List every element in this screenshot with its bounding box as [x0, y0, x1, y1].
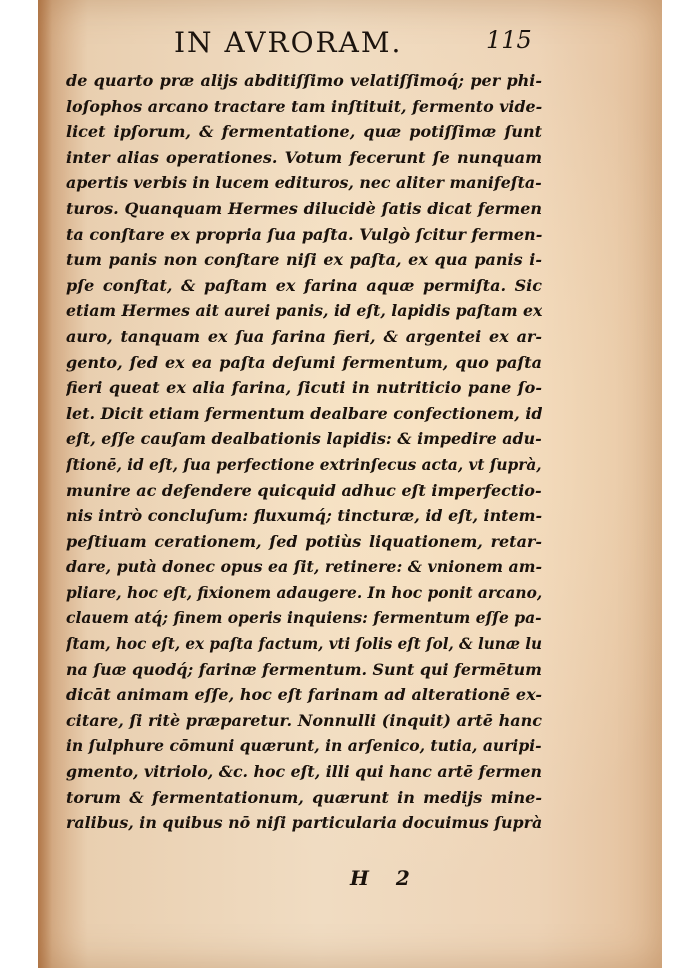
text-line: gmento, vitriolo, &c. hoc eſt, illi qui hanc artē fermen	[66, 762, 542, 782]
book-page	[38, 0, 662, 968]
text-line: dicāt animam eſſe, hoc eſt farinam ad alterationē ex-	[66, 685, 542, 705]
page-number: 115	[486, 26, 532, 54]
signature-mark: H 2	[350, 866, 420, 890]
text-line: inter alias operationes. Votum fecerunt ſe nunquam	[66, 147, 542, 167]
running-title: IN AVRORAM.	[174, 26, 403, 59]
text-line: turos. Quanquam Hermes dilucidè ſatis dicat fermen	[66, 198, 542, 218]
text-line: de quarto præ alijs abditiſſimo velatiſſimoq́; per phi-	[66, 71, 542, 90]
text-line: licet ipſorum, & fermentatione, quæ potiſſimæ ſunt	[66, 122, 542, 142]
text-line: ralibus, in quibus nō niſi particularia docuimus ſuprà	[66, 813, 542, 833]
text-line: pliare, hoc eſt, fixionem adaugere. In hoc ponit arcano,	[66, 582, 542, 602]
text-line: clauem atq́; finem operis inquiens: fermentum eſſe pa-	[66, 608, 542, 628]
body-text	[66, 68, 542, 836]
text-line: nis intrò concluſum: fluxumq́; tincturæ, id eſt, intem-	[66, 506, 542, 526]
text-line: tum panis non conſtare niſi ex paſta, ex qua panis i-	[66, 250, 542, 270]
text-line: eſt, eſſe cauſam dealbationis lapidis: & impedire adu-	[66, 429, 542, 449]
text-line: citare, ſi ritè præparetur. Nonnulli (inquit) artē hanc	[66, 710, 542, 730]
text-line: pſe conſtat, & paſtam ex farina aquæ permiſta. Sic	[66, 275, 542, 295]
text-line: ſtionē, id eſt, ſua perfectione extrinſecus acta, vt ſuprà,	[66, 454, 542, 474]
text-line: auro, tanquam ex ſua farina fieri, & argentei ex ar-	[66, 326, 542, 346]
text-line: in ſulphure cōmuni quærunt, in arſenico, tutia, auripi-	[66, 736, 542, 756]
text-line: dare, putà donec opus ea ſit, retinere: & vnionem am-	[66, 557, 542, 577]
text-line: peſtiuam cerationem, ſed potiùs liquationem, retar-	[66, 531, 542, 551]
text-line: gento, ſed ex ea paſta deſumi fermentum, quo paſta	[66, 352, 542, 372]
text-line: apertis verbis in lucem edituros, nec aliter manifeſta-	[66, 173, 542, 193]
text-line: torum & fermentationum, quærunt in medijs mine-	[66, 787, 542, 807]
text-line: na ſuæ quodq́; farinæ fermentum. Sunt qui fermētum	[66, 659, 542, 679]
page-binding-shadow	[38, 0, 52, 968]
text-line: fieri queat ex alia farina, ſicuti in nutriticio pane ſo-	[66, 378, 542, 398]
text-line: etiam Hermes ait aurei panis, id eſt, lapidis paſtam ex	[66, 301, 542, 321]
text-line: munire ac defendere quicquid adhuc eſt imperfectio-	[66, 480, 542, 500]
text-line: loſophos arcano tractare tam inſtituit, fermento vide-	[66, 96, 542, 116]
text-line: ta conſtare ex propria ſua paſta. Vulgò ſcitur fermen-	[66, 224, 542, 244]
text-line: ſtam, hoc eſt, ex paſta factum, vti ſolis eſt ſol, & lunæ lu	[66, 634, 542, 654]
text-line: let. Dicit etiam fermentum dealbare confectionem, id	[66, 403, 542, 423]
